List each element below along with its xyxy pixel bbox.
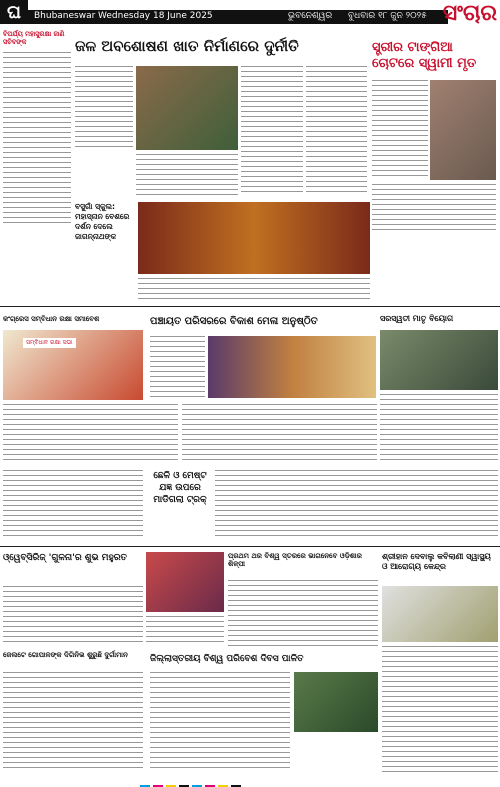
- story-8-body-b: [215, 470, 498, 540]
- story-4-body: [138, 278, 370, 300]
- story-11-photo: [382, 586, 498, 642]
- story-3-body-a: [372, 80, 428, 180]
- section-divider: [0, 306, 500, 307]
- story-2-headline: ଜଳ ଅବଶୋଷଣ ଖାତ ନିର୍ମାଣରେ ଦୁର୍ନୀତି: [75, 37, 299, 55]
- story-7-headline: ସରସ୍ୱତୀ ମାତୃ ବିୟୋଗ: [380, 314, 454, 323]
- city-label: ଭୁବନେଶ୍ୱର: [288, 11, 333, 21]
- story-9-body-b: [146, 616, 224, 646]
- header-bar: [28, 10, 448, 24]
- story-10-headline: ପ୍ରଥମ ଥର ବିଶ୍ୱ ସ୍ତରରେ ଭାଗନେବେ ଓଡ଼ିଶାର ଶିଳ୍ପୀ: [228, 552, 362, 568]
- story-11-headline: ଶ୍ରୀହାନ ଦେବାଲୁ କବିଲାଣୀ ସ୍ୱାସ୍ଥ୍ୟ ଓ ଆରୋଗ୍ୟ କେନ୍ଦ୍ର: [382, 552, 491, 571]
- edition-label: Bhubaneswar: [34, 11, 96, 21]
- story-5-headline: କଂଗ୍ରେସ ସମ୍ବିଧାନ ରକ୍ଷା ସମାବେଶ: [3, 315, 100, 323]
- story-5-photo: [3, 330, 143, 400]
- story-3-photo: [430, 80, 496, 180]
- story-3-body-b: [372, 184, 496, 234]
- banner-label: ସମ୍ବିଧାନ ରକ୍ଷା ସଭା: [23, 338, 76, 348]
- section-divider-2: [0, 546, 500, 547]
- story-1-body: [3, 52, 71, 227]
- story-11-body: [382, 646, 498, 772]
- story-6-headline: ପଞ୍ଚାୟତ ପରିସରରେ ବିକାଶ ମେଳା ଅନୁଷ୍ଠିତ: [150, 316, 318, 327]
- story-8-headline: ଛେଳି ଓ ମେଷ୍ଟ ଯଜ୍ଞ ଉପରେ ମାଡିଗଲା ଟ୍ରକ୍: [153, 471, 207, 505]
- story-2-body-b: [241, 66, 303, 196]
- story-3-headline: ସ୍ତ୍ରୀର ଟାଙ୍ଗିଆ ଚୋଟରେ ସ୍ୱାମୀ ମୃତ: [372, 40, 477, 71]
- story-10-body: [228, 580, 378, 646]
- print-color-bar: [0, 777, 500, 787]
- story-1-headline: ବିପର୍ଯ୍ୟ ମହାସୁରକ୍ଷା ଜାଣି ସଚିବଙ୍କ: [3, 30, 65, 46]
- story-6-photo: [208, 336, 376, 398]
- story-13-photo: [294, 672, 378, 732]
- story-4-headline: ବସୁଗାଁ ସ୍କୁଲ: ମହାସ୍ନାନ ବେଶରେ ଦର୍ଶନ ଦେଲେ ଜାଗନ୍ନାଥଙ୍କ: [75, 202, 130, 241]
- section-letter: ଘ: [0, 0, 28, 24]
- color-swatch-row: [140, 778, 244, 787]
- story-2-body-c: [306, 66, 367, 196]
- story-5-body: [3, 404, 178, 464]
- story-12-body: [3, 672, 143, 772]
- story-12-headline: ଜେଲଟେ ଗୋପାଳଙ୍କ ଦିଗିନିଭ ଶୁରୁଛି ଦୁର୍ଗାମାନ: [3, 651, 128, 659]
- odia-date-label: ବୁଧବାର ୧୮ ଜୁନ ୨୦୨୫: [348, 11, 427, 21]
- story-6-body-b: [182, 404, 377, 464]
- story-13-headline: ଜିଲ୍ଲାସ୍ତରୀୟ ବିଶ୍ୱ ପରିବେଶ ଦିବସ ପାଳିତ: [150, 654, 304, 664]
- date-label: Wednesday 18 June 2025: [98, 11, 213, 21]
- story-13-body: [150, 672, 290, 772]
- story-2-photo: [136, 66, 238, 150]
- story-9-body-a: [3, 586, 143, 646]
- story-2-body-a: [75, 66, 133, 151]
- story-8-body-a: [3, 470, 143, 540]
- story-9-photo: [146, 552, 224, 612]
- masthead-logo: ସଂଚାର: [442, 1, 498, 26]
- story-4-photo: [138, 202, 370, 274]
- story-7-photo: [380, 330, 498, 390]
- story-2-body-d: [136, 154, 238, 199]
- story-6-body-a: [150, 336, 205, 398]
- story-7-body: [380, 394, 498, 464]
- story-9-headline: ଓ୍ୱେବ୍‌ସିରିଜ୍ 'ଗୁଳନା'ର ଶୁଭ ମହୁରତ: [3, 553, 127, 563]
